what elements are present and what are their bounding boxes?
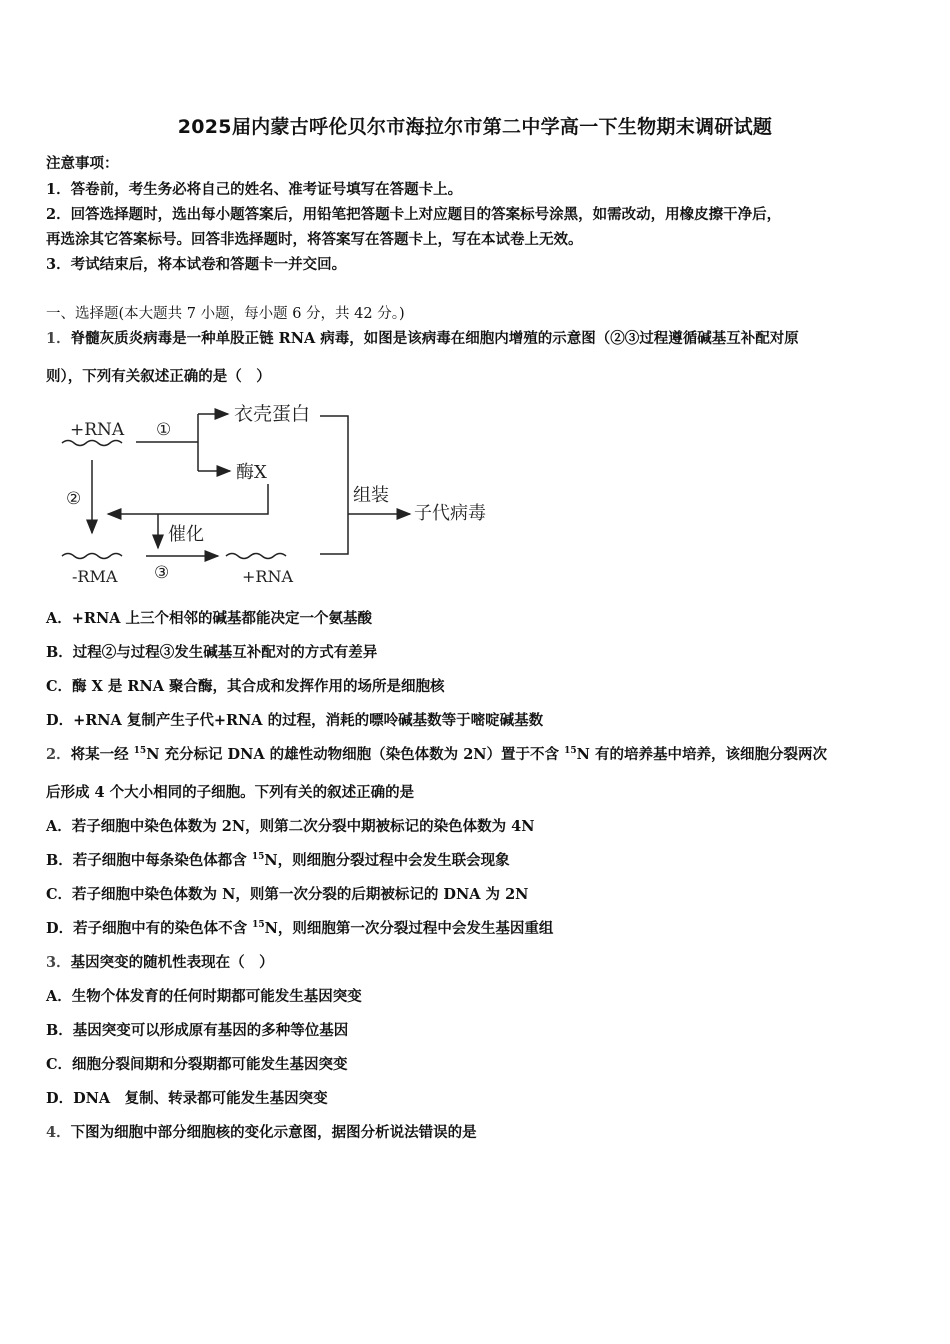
question-4-text: 下图为细胞中部分细胞核的变化示意图，据图分析说法错误的是 — [70, 1124, 477, 1141]
question-2-option-d — [46, 917, 553, 938]
virus-replication-diagram — [58, 398, 508, 593]
q2-stem-part: N 充分标记 DNA 的雄性动物细胞（染色体数为 2N）置于不含 — [146, 746, 565, 763]
minus-rna-label: -RMA — [72, 567, 118, 586]
question-4-stem — [46, 1121, 477, 1142]
q2-stem-part: N 有的培养基中培养，该细胞分裂两次 — [576, 746, 827, 763]
question-1-stem-line1: 脊髓灰质炎病毒是一种单股正链 RNA 病毒，如图是该病毒在细胞内增殖的示意图（②③过程遵循碱基互补配对原 — [70, 330, 799, 347]
question-number: 3． — [46, 954, 71, 971]
superscript-15: 15 — [133, 746, 147, 756]
question-3-option-b: B．基因突变可以形成原有基因的多种等位基因 — [46, 1022, 349, 1039]
question-3-stem — [46, 951, 274, 972]
assembly-bracket — [320, 416, 348, 554]
option-text: D．若子细胞中有的染色体不含 — [46, 920, 253, 937]
question-1-option-a: A．+RNA 上三个相邻的碱基都能决定一个氨基酸 — [46, 610, 373, 627]
question-1-option-d: D．+RNA 复制产生子代+RNA 的过程，消耗的嘌呤碱基数等于嘧啶碱基数 — [46, 712, 544, 729]
notice-item: 2．回答选择题时，选出每小题答案后，用铅笔把答题卡上对应题目的答案标号涂黑，如需改动，用橡皮擦干净后， — [46, 206, 782, 223]
coat-protein-label: 衣壳蛋白 — [234, 403, 311, 425]
question-3-option-c: C．细胞分裂间期和分裂期都可能发生基因突变 — [46, 1056, 348, 1073]
question-3-option-a: A．生物个体发育的任何时期都可能发生基因突变 — [46, 988, 362, 1005]
question-2-stem — [46, 743, 827, 764]
section-heading: 一、选择题(本大题共 7 小题，每小题 6 分，共 42 分。) — [46, 306, 405, 322]
question-1-stem — [46, 327, 799, 348]
question-2-option-b — [46, 849, 510, 870]
question-number: 1． — [46, 330, 71, 347]
superscript-15: 15 — [252, 920, 265, 930]
rna-wave — [62, 441, 122, 446]
rna-wave — [226, 554, 286, 559]
assemble-label: 组装 — [353, 485, 389, 506]
option-text: N，则细胞分裂过程中会发生联会现象 — [264, 852, 510, 869]
option-text: N，则细胞第一次分裂过程中会发生基因重组 — [264, 920, 554, 937]
notice-heading: 注意事项： — [46, 155, 119, 172]
question-2-option-c: C．若子细胞中染色体数为 N，则第一次分裂的后期被标记的 DNA 为 2N — [46, 886, 529, 903]
question-3-text: 基因突变的随机性表现在（ ） — [70, 954, 274, 971]
plus-rna-label-2: +RNA — [242, 567, 294, 586]
question-number: 2． — [46, 746, 71, 763]
enzyme-x-label: 酶X — [236, 462, 267, 483]
question-1-option-b: B．过程②与过程③发生碱基互补配对的方式有差异 — [46, 644, 378, 661]
superscript-15: 15 — [564, 746, 577, 756]
catalyze-label: 催化 — [168, 524, 204, 545]
q2-stem-part: 将某一经 — [70, 746, 134, 763]
progeny-virus-label: 子代病毒 — [414, 503, 486, 524]
catalyze-line — [108, 484, 268, 514]
notice-item: 3．考试结束后，将本试卷和答题卡一并交回。 — [46, 256, 347, 273]
option-text: B．若子细胞中每条染色体都含 — [46, 852, 252, 869]
question-2-option-a: A．若子细胞中染色体数为 2N，则第二次分裂中期被标记的染色体数为 4N — [46, 818, 535, 835]
plus-rna-label: +RNA — [70, 420, 125, 440]
step-3-label: ③ — [154, 563, 170, 583]
question-number: 4． — [46, 1124, 71, 1141]
question-1-stem-line2: 则），下列有关叙述正确的是（ ） — [46, 368, 271, 385]
page-title: 2025届内蒙古呼伦贝尔市海拉尔市第二中学高一下生物期末调研试题 — [177, 116, 773, 138]
step-2-label: ② — [66, 489, 82, 509]
superscript-15: 15 — [251, 852, 265, 862]
notice-item: 1．答卷前，考生务必将自己的姓名、准考证号填写在答题卡上。 — [46, 181, 463, 198]
question-3-option-d: D．DNA 复制、转录都可能发生基因突变 — [46, 1090, 328, 1107]
step-1-label: ① — [156, 420, 172, 440]
notice-item: 再选涂其它答案标号。回答非选择题时，将答案写在答题卡上，写在本试卷上无效。 — [46, 231, 583, 248]
rna-wave — [62, 554, 122, 559]
question-1-option-c: C．酶 X 是 RNA 聚合酶，其合成和发挥作用的场所是细胞核 — [46, 678, 445, 695]
question-2-stem-line2: 后形成 4 个大小相同的子细胞。下列有关的叙述正确的是 — [46, 784, 415, 801]
